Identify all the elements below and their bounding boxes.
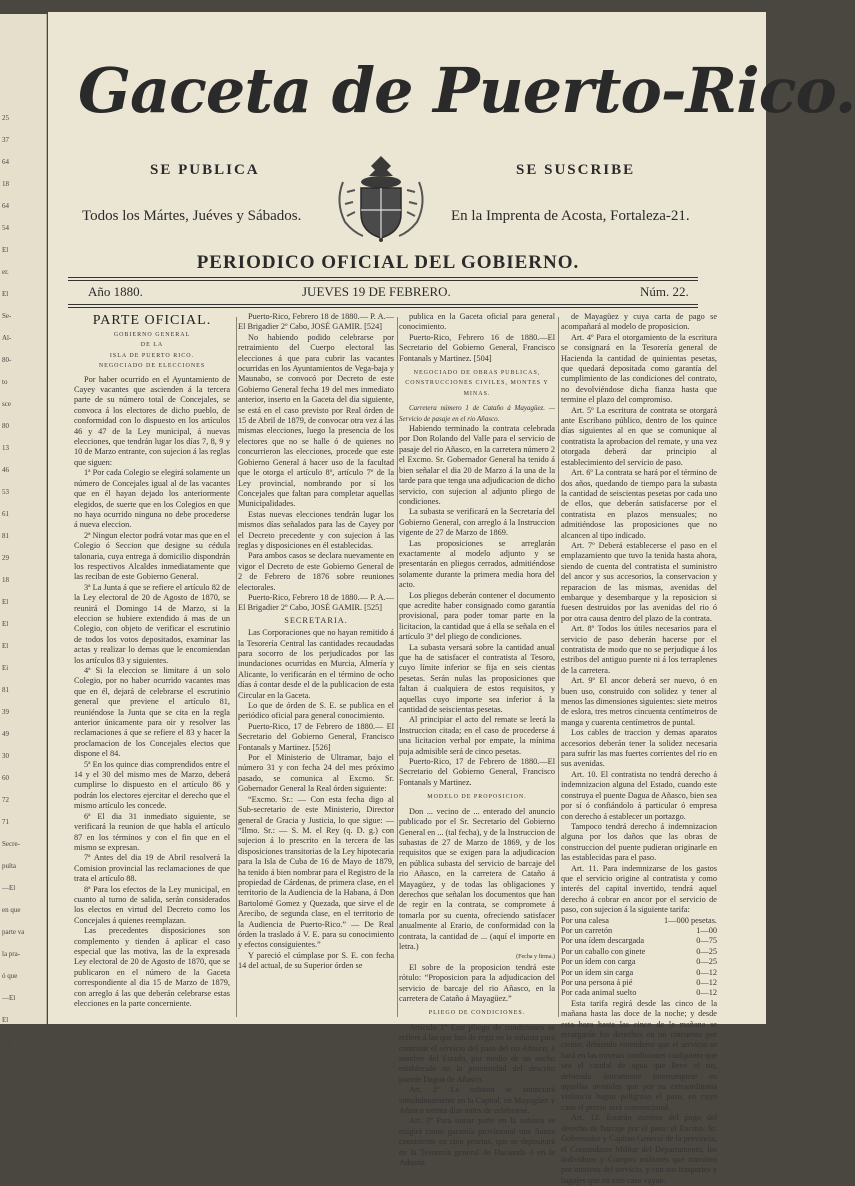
issue-number: Núm. 22. <box>640 284 689 299</box>
column-divider <box>236 317 237 1017</box>
margin-fragment: 49 <box>2 730 9 738</box>
column-4 <box>561 312 718 1185</box>
gov-heading-negociado: NEGOCIADO DE ELECCIONES <box>98 363 206 370</box>
margin-fragment: 80- <box>2 356 12 364</box>
previous-page-edge <box>0 14 47 1046</box>
margin-fragment: 64 <box>2 202 9 210</box>
paragraph: 2ª Ningun elector podrá votar mas que en el Colegio ó Seccion que designe su cédula talonaria, cuya entrega á domicilio dispondrán los respectivos Alcaldes inmediatamente que las reciban de este Gobierno General. <box>74 530 230 582</box>
paragraph: La subasta se verificará en la Secretaría del Gobierno General, con arreglo á la Instruccion vigente de 27 de Marzo de 1869. <box>399 507 555 538</box>
subscription-address: En la Imprenta de Acosta, Fortaleza-21. <box>451 208 690 224</box>
margin-fragment: 71 <box>2 818 9 826</box>
tariff-row <box>561 988 717 998</box>
paragraph: Por haber ocurrido en el Ayuntamiento de Cayey vacantes que ascienden á la tercera parte de su número total de Concejales, se convoca á los electores de dicho pueblo, de conformidad con lo dispuesto en los artículos 46 y 47 de la Ley municipal, á nuevas elecciones, que tendrán lugar los días 7, 8, 9 y 10 de Marzo entrante, con sujecion á las reglas que siguen: <box>74 374 230 467</box>
paragraph: La subasta versará sobre la cantidad anual que ha de satisfacer el contratista al Tesoro, cuyo límite inferior se fija en seis cientas pesetas. Serán nulas las proposiciones que faltan á cualquiera de estos requisitos, y aquellas cuyo importe sea inferior á la cantidad de seiscientas pesetas. <box>399 642 555 715</box>
margin-fragment: la pra- <box>2 950 21 958</box>
margin-fragment: to <box>2 378 8 386</box>
paragraph: Al principiar el acto del remate se leerá la Instruccion citada; en el caso de procederse á una licitacion verbal por empate, la mínima puja admisible será de cinco pesetas. <box>399 715 555 756</box>
paragraph: Las precedentes disposiciones son complemento y tienden á aplicar el caso especial que las motiva, las de la expresada Ley electoral de 20 de Agosto de 1870, que se publicaron en el número de la Gaceta correspondiente al dia 15 de Marzo de 1879, con arreglo á las que deberán celebrarse estas elecciones en la parte concerniente. <box>74 926 230 1008</box>
tariff-item: Por un ídem sin carga <box>561 967 634 977</box>
issue-date: JUEVES 19 DE FEBRERO. <box>302 284 451 299</box>
tariff-row <box>561 947 717 957</box>
bottom-rule-2 <box>68 307 698 308</box>
tariff-item: Por un ídem con carga <box>561 957 636 967</box>
tariff-row <box>561 978 717 988</box>
top-rule-2 <box>68 280 698 281</box>
paragraph: Art. 11. Para indemnizarse de los gastos que el servicio origine al contratista y como interés del capital invertido, tendrá aquel derecho á cobrar en ancor por el servicio de paso, con sujecion á la siguiente tarifa: <box>561 863 717 915</box>
margin-fragment: 61 <box>2 510 9 518</box>
paragraph: Esta tarifa regirá desde las cinco de la mañana hasta las doce de la noche; y desde esta hora hasta las cinco de la mañana se recargarán los derechos en un cincuenta por ciento; debiendo entenderse que el servicio se hará en las mismas condiciones cualquiera que sea el caudal de agua que lleve el rio, debiendo únicamente interrumpirse en aquellas avenidas que por su extraordinaria violencia hagan peligroso el paso, en cuyo caso el precio será convencional. <box>561 998 717 1112</box>
paragraph: Y pareció el cúmplase por S. E. con fecha 14 del actual, de su Superior órden se <box>238 950 394 971</box>
margin-fragment: 46 <box>2 466 9 474</box>
paragraph: Art. 2º La subasta se anunciará simultáneamente en la Capital, en Mayagüez y Añasco treinta días antes de celebrarse. <box>399 1085 555 1116</box>
se-publica-label: SE PUBLICA <box>150 162 260 178</box>
paragraph: 5ª En los quince dias comprendidos entre el 14 y el 30 del mismo mes de Marzo, deberá cumplirse lo dispuesto en el artículo 86 y podrán los electores ejercitar el derecho que el mismo artículo les concede. <box>74 759 230 811</box>
column-1 <box>74 312 230 1012</box>
paragraph: de Mayagüez y cuya carta de pago se acompañará al modelo de proposicion. <box>561 312 717 332</box>
tariff-row <box>561 968 717 978</box>
margin-fragment: Secre- <box>2 840 20 848</box>
paragraph: Art. 7º Deberá establecerse el paso en el emplazamiento que tuvo la tenida hasta ahora, siendo de cuenta del contratista el suministro del ancor y sus accesorios, la conservacion y reparacion de las mismas, avenidas del embarque y desembarque y la reposicion si fuesen destruidos por las avenidas del rio ó por otra causa dentro del plazo de la contrata. <box>561 540 717 623</box>
margin-fragment: El <box>2 642 9 650</box>
margin-fragment: 18 <box>2 180 9 188</box>
tariff-row <box>561 957 717 967</box>
periodical-subtitle: PERIODICO OFICIAL DEL GOBIERNO. <box>196 252 580 273</box>
margin-fragment: 18 <box>2 576 9 584</box>
paragraph: Don ... vecino de ... enterado del anuncio publicado por el Sr. Secretario del Gobierno General en ... (tal fecha), y de la Instruccion de subastas de 27 de Marzo de 1869, y de los requisitos que se exigen para la adjudicacion en pública subasta del servicio de barcaje del rio Añasco, en la carretera de Cataño á Mayagüez, y de todas las obligaciones y derechos que señalan los documentos que han de regir en la contrata, se compromete á tomarla por su cuenta, ofreciendo satisfacer anualmente al Erario, de conformidad con la contrata, la cantidad de ... (aquí el importe en letra.) <box>399 806 555 951</box>
date-signature: (Fecha y firma.) <box>516 954 555 961</box>
margin-fragment: —El <box>2 884 16 892</box>
publication-days: Todos los Mártes, Juéves y Sábados. <box>82 208 302 224</box>
margin-fragment: 37 <box>2 136 9 144</box>
royal-crest-icon <box>331 152 431 242</box>
paragraph: No habiendo podido celebrarse por retraimiento del Cuerpo electoral las elecciones á que para cubrir las vacantes ocurridas en los Ayuntamientos de Vega-baja y Maunabo, se convocó por Decreto de este Gobierno General fecha 19 del mes inmediato anterior, inserto en la Gaceta del dia siguiente, se está en el caso previsto por Real órden de 15 de Abril de 1879, de convocar otra vez á las mismas elecciones, luego la presencia de los electores que no se halle ó de quienes no concurrieron las elecciones, procede que este Gobierno General á hacer uso de la facultad que le otorga el artículo 8º, artículo 7º de la Ley provincial, nombrando por sí los Concejales que faltan para completar aquellas Municipalidades. <box>238 332 394 509</box>
paragraph: Estas nuevas elecciones tendrán lugar los mismos días señalados para las de Cayey por el Decreto precedente y con sujecion á las reglas y disposiciones en él establecidas. <box>238 509 394 550</box>
issue-year: Año 1880. <box>88 284 143 299</box>
margin-fragment: 54 <box>2 224 9 232</box>
bottom-rule <box>68 304 698 305</box>
margin-fragment: pulta <box>2 862 16 870</box>
paragraph: 6ª El dia 31 inmediato siguiente, se verificará la reunion de que habla el artículo 87 en los términos y con el fin que en el mismo se expresan. <box>74 811 230 852</box>
note: Carretera número 1 de Cataño á Mayagüez. — Servicio de pasaje en el rio Añasco. <box>399 404 555 423</box>
paragraph: Lo que de órden de S. E. se publica en el periódico oficial para general conocimiento. <box>238 701 394 721</box>
tariff-price: 0—25 <box>696 957 717 967</box>
margin-fragment: en que <box>2 906 21 914</box>
tariff-item: Por una ídem descargada <box>561 936 645 946</box>
margin-fragment: rno. <box>2 1038 14 1046</box>
margin-fragment: sce <box>2 400 11 408</box>
margin-fragment: Ei <box>2 664 9 672</box>
tariff-price: 0—75 <box>696 936 717 946</box>
margin-fragment: 81 <box>2 686 9 694</box>
paragraph: Art. 10. El contratista no tendrá derecho á indemnizacion alguna del Estado, cuando este construya el puente Dagua de Añasco, bien sea por sí ó confiándolo á particular ó empresa con derecho á establecer un portazgo. <box>561 769 717 821</box>
gov-heading-de: DE LA <box>140 342 164 349</box>
paragraph: Art. 5º La escritura de contrata se otorgará ante Escribano público, dentro de los quince días siguientes al en que se comunique al contratista la aprobacion del remate, y una vez otorgada deberá dar principio al establecimiento del servicio de paso. <box>561 405 717 467</box>
section-heading: NEGOCIADO DE OBRAS PUBLICAS, CONSTRUCCIONES CIVILES, MONTES Y MINAS. <box>405 370 549 397</box>
paragraph: Artículo 1º Este pliego de condiciones se refiere á las que han de regir en la subasta para contratar el servicio del paso del rio Añasco, á nombre del Estado, por medio de un ancho establecido en la proximidad del descrito puente Dagua de Añasco. <box>399 1022 555 1084</box>
tariff-table <box>561 916 717 999</box>
tariff-item: Por una persona á pié <box>561 978 633 987</box>
margin-fragment: El <box>2 1016 9 1024</box>
paragraph: “Excmo. Sr.: — Con esta fecha digo al Sub-secretario de este Ministerio, Director general de Gracia y Justicia, lo que sigue: — “Ilmo. Sr.: — S. M. el Rey (q. D. g.) con sujecion á lo prescrito en la tercera de las disposiciones transitorias de la Ley hipotecaria para la Isla de Cuba de 16 de Mayo de 1879, ha tenido á bien nombrar para el Registro de la propiedad de Cárdenas, de primera clase, en el territorio de la Audiencia de la Habana, á Don Bartolomé Gomez y Quezada, que sirve el de Arecibo, de segunda clase, en el territorio de la Audiencia de Puerto-Rico.” — De Real órden la traslado á V. E. para su conocimiento y efectos consiguientes.” <box>238 794 394 950</box>
paragraph: Art. 4º Para el otorgamiento de la escritura se consignará en la Tesorería general de Hacienda la cantidad de quinientas pesetas, que quedará depositada como garantía del cumplimiento de las condiciones del contrato, no devolviéndose dicha fianza hasta que termine el plazo del compromiso. <box>561 332 717 405</box>
column-divider <box>397 317 398 1017</box>
gov-heading-isla: ISLA DE PUERTO RICO. <box>109 352 195 359</box>
gov-heading: GOBIERNO GENERAL <box>113 332 191 338</box>
paragraph: Los pliegos deberán contener el documento que acredite haber consignado como garantía provisional, para poder tomar parte en la licitacion, la cantidad que á ella se señala en el artículo 3º del pliego de condiciones. <box>399 590 555 642</box>
margin-fragment: 29 <box>2 554 9 562</box>
paragraph: Puerto-Rico, Febrero 18 de 1880.— P. A.—El Brigadier 2º Cabo, JOSÉ GAMIR. [525] <box>238 592 394 613</box>
paragraph: publica en la Gaceta oficial para general conocimiento. <box>399 312 555 332</box>
paragraph: Los cables de traccion y demas aparatos accesorios deberán tener la solidez necesaria para sufrir las mas fuertes corrientes del rio en sus avenidas. <box>561 728 717 769</box>
tariff-price: 0—12 <box>696 967 717 977</box>
paragraph: 1ª Por cada Colegio se elegirá solamente un número de Concejales igual al de las vacantes que en él hayan dejado los anteriormente elegidos, de suerte que en los Colegios en que no haya ocurrido ninguna no debe procederse á nueva eleccion. <box>74 468 230 530</box>
tariff-price: 0—12 <box>696 988 717 998</box>
tariff-price: 0—12 <box>696 978 717 987</box>
paragraph: Puerto-Rico, Febrero 16 de 1880.—El Secretario del Gobierno General, Francisco Fontanals y Martinez. [504] <box>399 332 555 363</box>
paragraph: 4ª Si la eleccion se limitare á un solo Colegio, por no haber ocurrido vacantes mas que en él, dejará de celebrarse el escrutinio general que previene el artículo 81, reuniéndose la Junta que se cita en la regla anterior únicamente para oir y resolver las reclamaciones á que se refiere el 83 y hacer la proclamacion de los Concejales electos que dispone el 84. <box>74 666 230 759</box>
margin-fragment: ó que <box>2 972 18 980</box>
margin-fragment: El <box>2 620 9 628</box>
paragraph: Puerto-Rico, 17 de Febrero de 1880.—El Secretario del Gobierno General, Francisco Fontanals y Martinez. <box>399 757 555 787</box>
margin-fragment: er. <box>2 268 9 276</box>
tariff-row <box>561 916 717 926</box>
tariff-item: Por un caballo con ginete <box>561 946 646 956</box>
margin-fragment: 25 <box>2 114 9 122</box>
tariff-item: Por cada animal suelto <box>561 988 637 998</box>
paragraph: Habiendo terminado la contrata celebrada por Don Rolando del Valle para el servicio de pasaje del rio Añasco, en la carretera número 2 el Excmo. Sr. Gobernador General ha tenido á bien señalar el dia 20 de Marzo á la una de la tarde para que tenga una adjudicacion de dicho servicio, con sujecion al adjunto pliego de condiciones. <box>399 424 555 506</box>
margin-fragment: Se- <box>2 312 12 320</box>
paragraph: Por el Ministerio de Ultramar, bajo el número 31 y con fecha 24 del mes próximo pasado, se comunica al Excmo. Sr. Gobernador General la Real órden siguiente: <box>238 753 394 794</box>
masthead-title: Gaceta de Puerto-Rico. <box>78 54 855 127</box>
column-2 <box>238 312 394 1012</box>
section-heading: PLIEGO DE CONDICIONES. <box>428 1010 526 1017</box>
margin-fragment: 60 <box>2 774 9 782</box>
section-heading: SECRETARIA. <box>284 615 348 625</box>
margin-fragment: El <box>2 246 9 254</box>
newspaper-page <box>48 12 855 1185</box>
paragraph: Art. 8º Todos los útiles necesarios para el servicio de paso deberán hacerse por el contratista de modo que no se perjudique á los estribos del antiguo puente ni á los terraplenes de la carretera. <box>561 624 717 675</box>
paragraph: El sobre de la proposicion tendrá este rótulo: “Proposicion para la adjudicacion del servicio de barcaje del rio Añasco, en la carretera de Cataño á Mayagüez.” <box>399 962 555 1003</box>
paragraph: Las Corporaciones que no hayan remitido á la Tesorería Central las cantidades recaudadas para socorro de los perjudicados por las inundaciones ocurridas en Murcia, Almería y Alicante, lo verificarán en el término de ocho días á contar desde el de la publicacion de esta Circular en la Gaceta. <box>238 628 394 700</box>
tariff-price: 1—000 pesetas. <box>664 915 717 925</box>
paragraph: Art. 12. Estarán exentos del pago del derecho de barcaje por el paso: el Excmo. Sr. Gobernador y Capitan General de la provincia, el Comandante Militar del Departamento, los individuos y Cuerpos militares que transiten por motivos del servicio, y con sus trasportes y bagajes que en este caso vayan. <box>561 1113 718 1185</box>
paragraph: Puerto-Rico, Febrero 18 de 1880.— P. A.—El Brigadier 2º Cabo, JOSÉ GAMIR. [524] <box>238 312 394 332</box>
paragraph: 8ª Para los efectos de la Ley municipal, en cuanto al turno de salida, serán considerados los electos en virtud del Decreto como los Concejales á quienes reemplazan. <box>74 884 230 925</box>
margin-fragment: parte va <box>2 928 25 936</box>
paragraph: Art. 6º La contrata se hará por el término de dos años, quedando de tiempo para la subasta la cantidad de seiscientas pesetas por cada uno de ellos, que deberán satisfacerse por el contratista en plazos mensuales; no admitiéndose las proposiciones que no alcancen al tipo indicado. <box>561 468 717 540</box>
paragraph: Tampoco tendrá derecho á indemnizacion alguna por los daños que las obras de construccion del puente pudieran originarle en las establecidas para el paso. <box>561 821 717 863</box>
column-divider <box>558 317 559 1017</box>
paragraph: Art. 3º Para tomar parte en la subasta se exigirá como garantía provisional una fianza consistente en cien pesetas, que se depositará en la Tesorería general de Hacienda ó en la Aduana <box>399 1116 555 1168</box>
margin-fragment: 53 <box>2 488 9 496</box>
paragraph: Puerto-Rico, 17 de Febrero de 1880.— El Secretario del Gobierno General, Francisco Fontanals y Martinez. [526] <box>238 721 394 752</box>
se-suscribe-label: SE SUSCRIBE <box>516 162 636 178</box>
paragraph: 7ª Antes del dia 19 de Abril resolverá la Comision provincial las reclamaciones de que trata el artículo 88. <box>74 853 230 884</box>
tariff-row <box>561 936 717 946</box>
section-title: PARTE OFICIAL. <box>92 313 212 328</box>
margin-fragment: 81 <box>2 532 9 540</box>
column-3 <box>399 312 555 1168</box>
margin-fragment: El <box>2 598 9 606</box>
tariff-price: 0—25 <box>696 946 717 956</box>
margin-fragment: —El <box>2 994 16 1002</box>
margin-fragment: 80 <box>2 422 9 430</box>
tariff-row <box>561 926 717 936</box>
margin-fragment: 39 <box>2 708 9 716</box>
section-heading: MODELO DE PROPOSICION. <box>427 794 527 801</box>
margin-fragment: 30 <box>2 752 9 760</box>
tariff-price: 1—00 <box>696 925 717 935</box>
margin-fragment: 13 <box>2 444 9 452</box>
paragraph: Para ambos casos se declara nuevamente en vigor el Decreto de este Gobierno General de 2 de Febrero de 1876 sobre reuniones electorales. <box>238 551 394 592</box>
margin-fragment: El <box>2 290 9 298</box>
tariff-item: Por una calesa <box>561 915 609 925</box>
paragraph: Las proposiciones se arreglarán exactamente al modelo adjunto y se presentarán en pliegos cerrados, admitiéndose solamente durante la primera media hora del acto. <box>399 538 555 590</box>
paragraph: 3ª La Junta á que se refiere el artículo 82 de la Ley electoral de 20 de Agosto de 1870, se reunirá el Domingo 14 de Marzo, si la eleccion se hubiere extendido á mas de un Colegio, con objeto de verificar el escrutinio de todos los votos depositados, examinar las actas y realizar lo demas que le encomiendan los artículos 83 y siguientes. <box>74 582 230 665</box>
margin-fragment: Al- <box>2 334 12 342</box>
margin-fragment: 64 <box>2 158 9 166</box>
top-rule <box>68 277 698 278</box>
tariff-item: Por un carretón <box>561 925 613 935</box>
paragraph: Art. 9º El ancor deberá ser nuevo, ó en buen uso, construido con solidez y tener al menos las dimensiones siguientes: siete metros de eslora, tres metros cincuenta centímetros de manga y cuarenta centímetros de puntal. <box>561 676 718 727</box>
margin-fragment: 72 <box>2 796 9 804</box>
